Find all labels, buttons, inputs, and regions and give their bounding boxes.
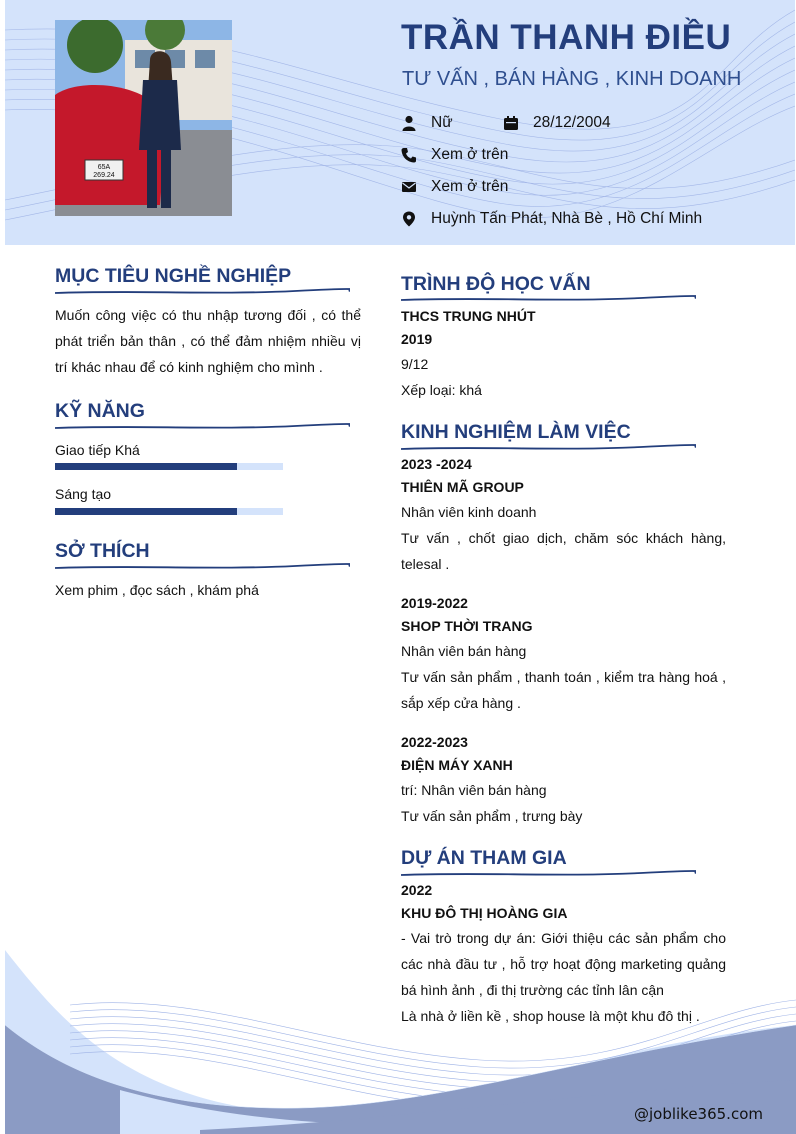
- experience-title-underline: [401, 443, 696, 453]
- education-grade: 9/12: [401, 356, 429, 372]
- skill-label-2: Sáng tạo: [55, 486, 112, 502]
- exp-3-desc: Tư vấn sản phẩm , trưng bày: [401, 808, 583, 824]
- plate-line-1: 65A: [97, 164, 111, 171]
- exp-1-position: Nhân viên kinh doanh: [401, 504, 537, 520]
- user-icon: [401, 115, 417, 131]
- footer-site-label: @joblike365.com: [633, 1105, 763, 1123]
- birthday-row: [503, 114, 611, 132]
- skill-bar-fill-1: [55, 463, 237, 470]
- email-value: Xem ở trên: [431, 178, 509, 195]
- objective-title: MỤC TIÊU NGHỀ NGHIỆP: [55, 265, 292, 287]
- exp-1-desc: Tư vấn , chốt giao dịch, chăm sóc khách hàng, telesal .: [401, 530, 726, 572]
- exp-3-company: ĐIỆN MÁY XANH: [401, 757, 513, 773]
- project-year: 2022: [401, 882, 433, 898]
- education-year: 2019: [401, 331, 433, 347]
- plate-line-2: 269.24: [93, 172, 115, 179]
- hobbies-title-underline: [55, 562, 350, 572]
- skill-bar-1: [55, 463, 283, 470]
- project-name: KHU ĐÔ THỊ HOÀNG GIA: [401, 905, 568, 921]
- calendar-icon: [503, 115, 519, 131]
- exp-2-period: 2019-2022: [401, 595, 468, 611]
- skills-title-underline: [55, 422, 350, 432]
- address-value: Huỳnh Tấn Phát, Nhà Bè , Hồ Chí Minh: [431, 210, 703, 227]
- objective-title-underline: [55, 287, 350, 297]
- exp-1-company: THIÊN MÃ GROUP: [401, 479, 524, 495]
- education-title-underline: [401, 294, 696, 304]
- experience-title: KINH NGHIỆM LÀM VIỆC: [401, 421, 631, 443]
- hobbies-text: Xem phim , đọc sách , khám phá: [55, 582, 259, 598]
- education-title: TRÌNH ĐỘ HỌC VẤN: [401, 273, 591, 295]
- project-note: Là nhà ở liền kề , shop house là một khu đô thị .: [401, 1008, 700, 1024]
- phone-row: [401, 146, 508, 164]
- candidate-name: TRẦN THANH ĐIỀU: [401, 18, 732, 57]
- education-rank: Xếp loại: khá: [401, 382, 482, 398]
- candidate-job-title: TƯ VẤN , BÁN HÀNG , KINH DOANH: [402, 68, 742, 90]
- project-role: - Vai trò trong dự án: Giới thiệu các sản phẩm cho các nhà đầu tư , hỗ trợ hoạt động marketing quảng bá hình ảnh , đi thị trường các tỉnh lân cận: [401, 930, 726, 998]
- exp-3-position: trí: Nhân viên bán hàng: [401, 782, 547, 798]
- projects-title-underline: [401, 869, 696, 879]
- projects-title: DỰ ÁN THAM GIA: [401, 847, 567, 869]
- phone-value: Xem ở trên: [431, 146, 509, 163]
- education-school: THCS TRUNG NHÚT: [401, 308, 536, 324]
- email-row: [401, 178, 508, 196]
- profile-photo: [55, 20, 232, 216]
- gender-row: [401, 114, 453, 132]
- exp-1-period: 2023 -2024: [401, 456, 472, 472]
- location-pin-icon: [401, 211, 417, 227]
- birthday-value: 28/12/2004: [533, 114, 611, 131]
- skills-title: KỸ NĂNG: [55, 400, 145, 422]
- skill-bar-2: [55, 508, 283, 515]
- gender-value: Nữ: [431, 114, 453, 131]
- phone-icon: [401, 147, 417, 163]
- envelope-icon: [401, 179, 417, 195]
- hobbies-title: SỞ THÍCH: [55, 540, 150, 562]
- exp-2-desc: Tư vấn sản phẩm , thanh toán , kiểm tra hàng hoá , sắp xếp cửa hàng .: [401, 669, 726, 711]
- address-row: [401, 210, 702, 228]
- skill-label-1: Giao tiếp Khá: [55, 442, 140, 458]
- skill-bar-fill-2: [55, 508, 237, 515]
- exp-3-period: 2022-2023: [401, 734, 468, 750]
- exp-2-company: SHOP THỜI TRANG: [401, 618, 533, 634]
- exp-2-position: Nhân viên bán hàng: [401, 643, 527, 659]
- objective-text: Muốn công việc có thu nhập tương đối , có thể phát triển bản thân , có thể đảm nhiệm nhiều vị trí khác nhau để có kinh nghiệm cho mình .: [55, 307, 361, 375]
